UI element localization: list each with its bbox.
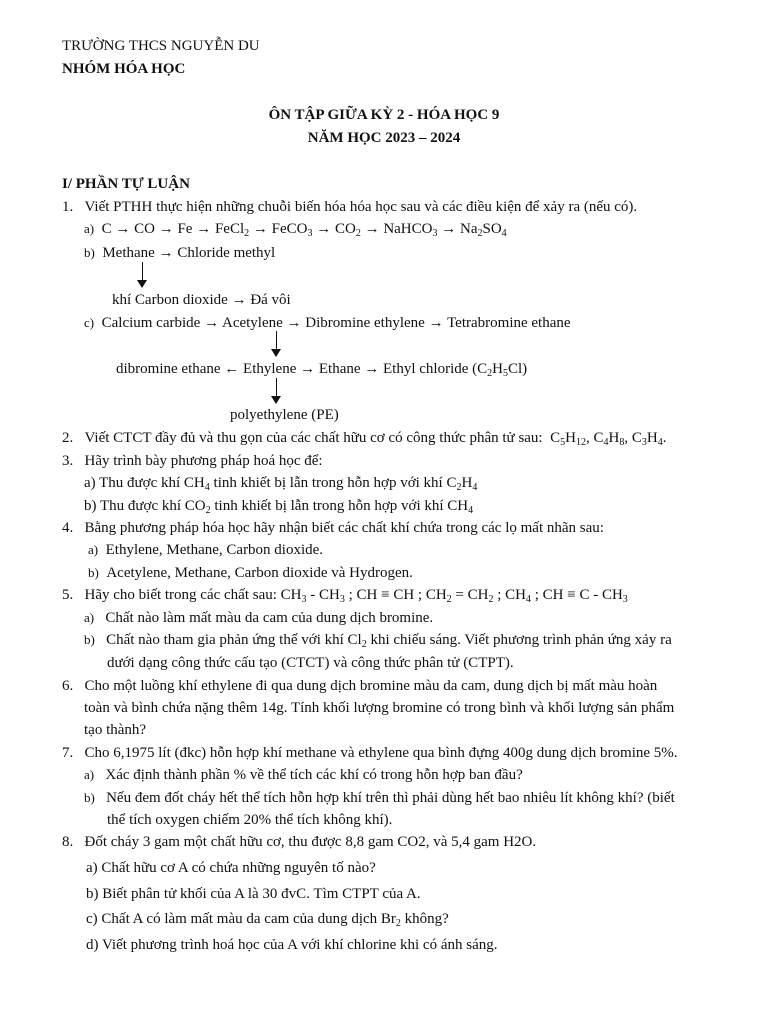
question-6-line3: tạo thành? (84, 722, 147, 738)
question-7b-cont: thể tích oxygen chiếm 20% thể tích không khí). (107, 812, 393, 828)
question-7: 7. Cho 6,1975 lít (đkc) hỗn hợp khí methane và ethylene qua bình đựng 400g dung dịch bromine 5%. (62, 745, 678, 761)
question-number: 3. (62, 453, 74, 469)
document-title: ÔN TẬP GIỮA KỲ 2 - HÓA HỌC 9 (268, 107, 500, 123)
question-4b: b) Acetylene, Methane, Carbon dioxide và Hydrogen. (88, 565, 413, 581)
question-6-line2: toàn và bình chứa nặng thêm 14g. Tính khối lượng bromine có trong bình và khối lượng sản phẩm (84, 700, 675, 716)
question-1 (62, 197, 637, 217)
chain-b-line1: Methane → Chloride methyl (102, 245, 276, 261)
question-1c (84, 313, 571, 333)
question-1a (84, 219, 507, 241)
section-heading: I/ PHẦN TỰ LUẬN (62, 176, 190, 192)
question-number: 2. (62, 430, 74, 446)
question-text: Hãy trình bày phương pháp hoá học để: (84, 453, 323, 469)
chain-a: C → CO → Fe → FeCl$_2$ → FeCO$_3$ → $CO_2$ → NaHCO$_3$ → $Na_2SO_4$ (101, 221, 507, 239)
item-label: a) (84, 610, 95, 625)
question-number: 8. (62, 834, 74, 850)
chain-c-line2: dibromine ethane ← Ethylene → Ethane → Ethyl chloride $(C_2H_5Cl)$ (116, 361, 528, 379)
question-5b-cont: dưới dạng công thức cấu tạo (CTCT) và công thức phân tử (CTPT). (107, 655, 514, 671)
question-3b: b) Thu được khí $CO_2$ tinh khiết bị lẫn trong hỗn hợp với khí $CH_4$ (84, 498, 474, 516)
question-text: Bằng phương pháp hóa học hãy nhận biết các chất khí chứa trong các lọ mất nhãn sau: (84, 520, 604, 536)
question-8c: c) Chất A có làm mất màu da cam của dung dịch $Br_2$ không? (86, 911, 449, 929)
school-year: NĂM HỌC 2023 – 2024 (307, 130, 461, 146)
school-name: TRƯỜNG THCS NGUYỄN DU (62, 38, 260, 54)
question-8d: d) Viết phương trình hoá học của A với khí chlorine khi có ánh sáng. (86, 937, 498, 953)
question-text: Viết PTHH thực hiện những chuỗi biến hóa hóa học sau và các điều kiện để xảy ra (nếu có). (84, 199, 638, 215)
question-7a: a) Xác định thành phần % về thể tích các khí có trong hỗn hợp ban đầu? (84, 767, 523, 783)
item-label: c) (84, 315, 95, 330)
question-5: 5. Hãy cho biết trong các chất sau: $CH_3 - CH_3$ ; CH ≡ CH ; $CH_2 = CH_2$ ; $CH_4$ ; CH ≡ C - $CH_3$ (62, 587, 628, 605)
question-8b: b) Biết phân tử khối của A là 30 đvC. Tìm CTPT của A. (86, 886, 421, 902)
item-label: b) (84, 632, 95, 647)
question-number: 1. (62, 199, 74, 215)
question-7b: b) Nếu đem đốt cháy hết thể tích hỗn hợp khí trên thì phải dùng hết bao nhiêu lít không khí? (biết (84, 790, 675, 806)
question-4 (62, 518, 604, 538)
arrow-down-icon (276, 378, 277, 403)
item-label: a) (84, 221, 95, 236)
chain-c-line1: Calcium carbide → Acetylene → Dibromine ethylene → Tetrabromine ethane (101, 315, 571, 331)
group-name: NHÓM HÓA HỌC (62, 61, 186, 77)
item-label: b) (84, 790, 95, 805)
item-label: a) (84, 767, 95, 782)
question-4a: a) Ethylene, Methane, Carbon dioxide. (88, 542, 324, 558)
chain-b-line2: khí Carbon dioxide → Đá vôi (112, 292, 291, 308)
arrow-down-icon (142, 262, 143, 287)
question-1b (84, 243, 275, 263)
item-label: b) (88, 565, 99, 580)
question-text: Viết CTCT đầy đủ và thu gọn của các chất hữu cơ có công thức phân tử sau: (84, 430, 543, 446)
question-5a: a) Chất nào làm mất màu da cam của dung dịch bromine. (84, 610, 434, 626)
question-number: 7. (62, 745, 74, 761)
question-2: 2. Viết CTCT đầy đủ và thu gọn của các chất hữu cơ có công thức phân tử sau: $C_5H_{12}$, $C_4H_8$, $C_3H_4$. (62, 430, 667, 448)
question-3a: a) Thu được khí $CH_4$ tinh khiết bị lẫn trong hỗn hợp với khí $C_2H_4$ (84, 475, 478, 493)
arrow-down-icon (276, 331, 277, 356)
question-5b: b) Chất nào tham gia phản ứng thế với khí $Cl_2$ khi chiếu sáng. Viết phương trình phản ứng xảy ra (84, 632, 672, 650)
question-number: 6. (62, 678, 74, 694)
chain-c-line3: polyethylene (PE) (230, 407, 339, 423)
question-8: 8. Đốt cháy 3 gam một chất hữu cơ, thu được 8,8 gam CO2, và 5,4 gam H2O. (62, 834, 537, 850)
question-3 (62, 451, 323, 471)
question-number: 5. (62, 587, 74, 603)
question-8a: a) Chất hữu cơ A có chứa những nguyên tố nào? (86, 860, 376, 876)
question-number: 4. (62, 520, 74, 536)
item-label: b) (84, 245, 95, 260)
question-6: 6. Cho một luồng khí ethylene đi qua dung dịch bromine màu da cam, dung dịch bị mất màu hoàn (62, 678, 658, 694)
item-label: a) (88, 542, 99, 557)
